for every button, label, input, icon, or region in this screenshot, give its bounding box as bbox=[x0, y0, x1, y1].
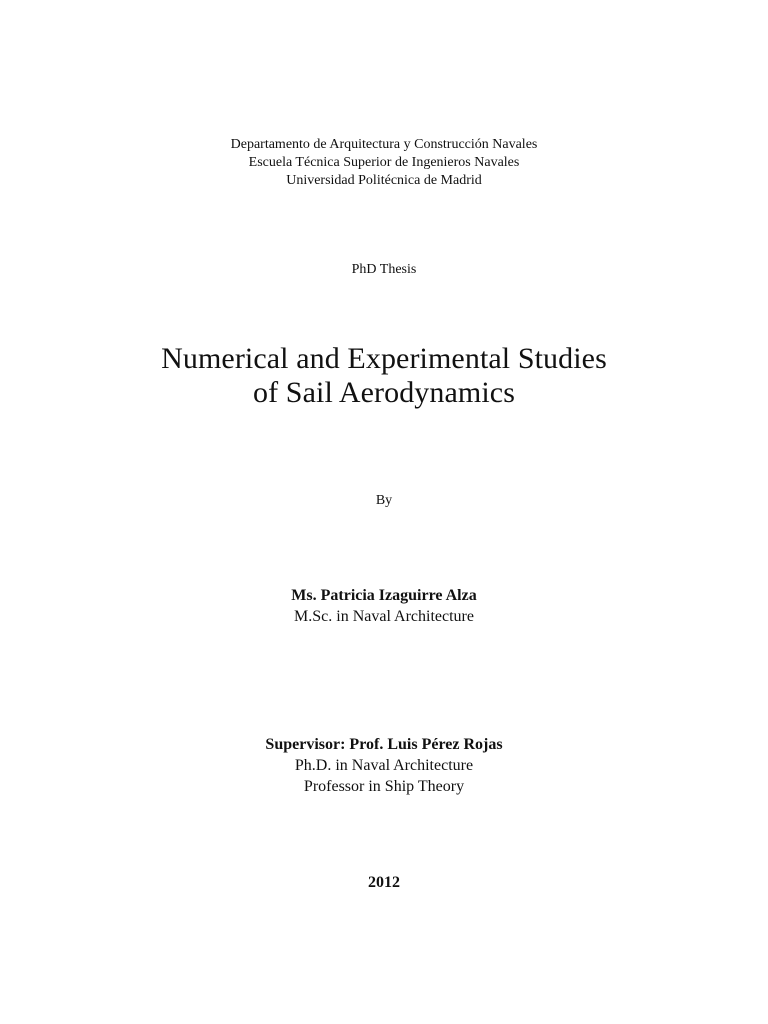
thesis-type bbox=[0, 261, 768, 279]
supervisor-degree: Ph.D. in Naval Architecture bbox=[294, 757, 474, 774]
university-name: Universidad Politécnica de Madrid bbox=[286, 173, 482, 188]
supervisor-name: Supervisor: Prof. Luis Pérez Rojas bbox=[265, 736, 503, 753]
institution-block bbox=[0, 136, 768, 190]
thesis-type-label: PhD Thesis bbox=[351, 262, 417, 277]
supervisor-position: Professor in Ship Theory bbox=[303, 778, 465, 795]
thesis-title-line-1: Numerical and Experimental Studies bbox=[161, 342, 607, 375]
thesis-title bbox=[0, 342, 768, 410]
school-name: Escuela Técnica Superior de Ingenieros Navales bbox=[248, 155, 520, 170]
publication-year: 2012 bbox=[368, 874, 400, 891]
author-degree: M.Sc. in Naval Architecture bbox=[294, 608, 474, 625]
author-name: Ms. Patricia Izaguirre Alza bbox=[291, 587, 477, 604]
by-label: By bbox=[375, 493, 393, 508]
year-block bbox=[0, 872, 768, 893]
thesis-title-line-2: of Sail Aerodynamics bbox=[253, 376, 515, 409]
author-block bbox=[0, 585, 768, 627]
supervisor-block bbox=[0, 734, 768, 797]
department-name: Departamento de Arquitectura y Construcción Navales bbox=[230, 137, 538, 152]
by-label-block bbox=[0, 492, 768, 510]
